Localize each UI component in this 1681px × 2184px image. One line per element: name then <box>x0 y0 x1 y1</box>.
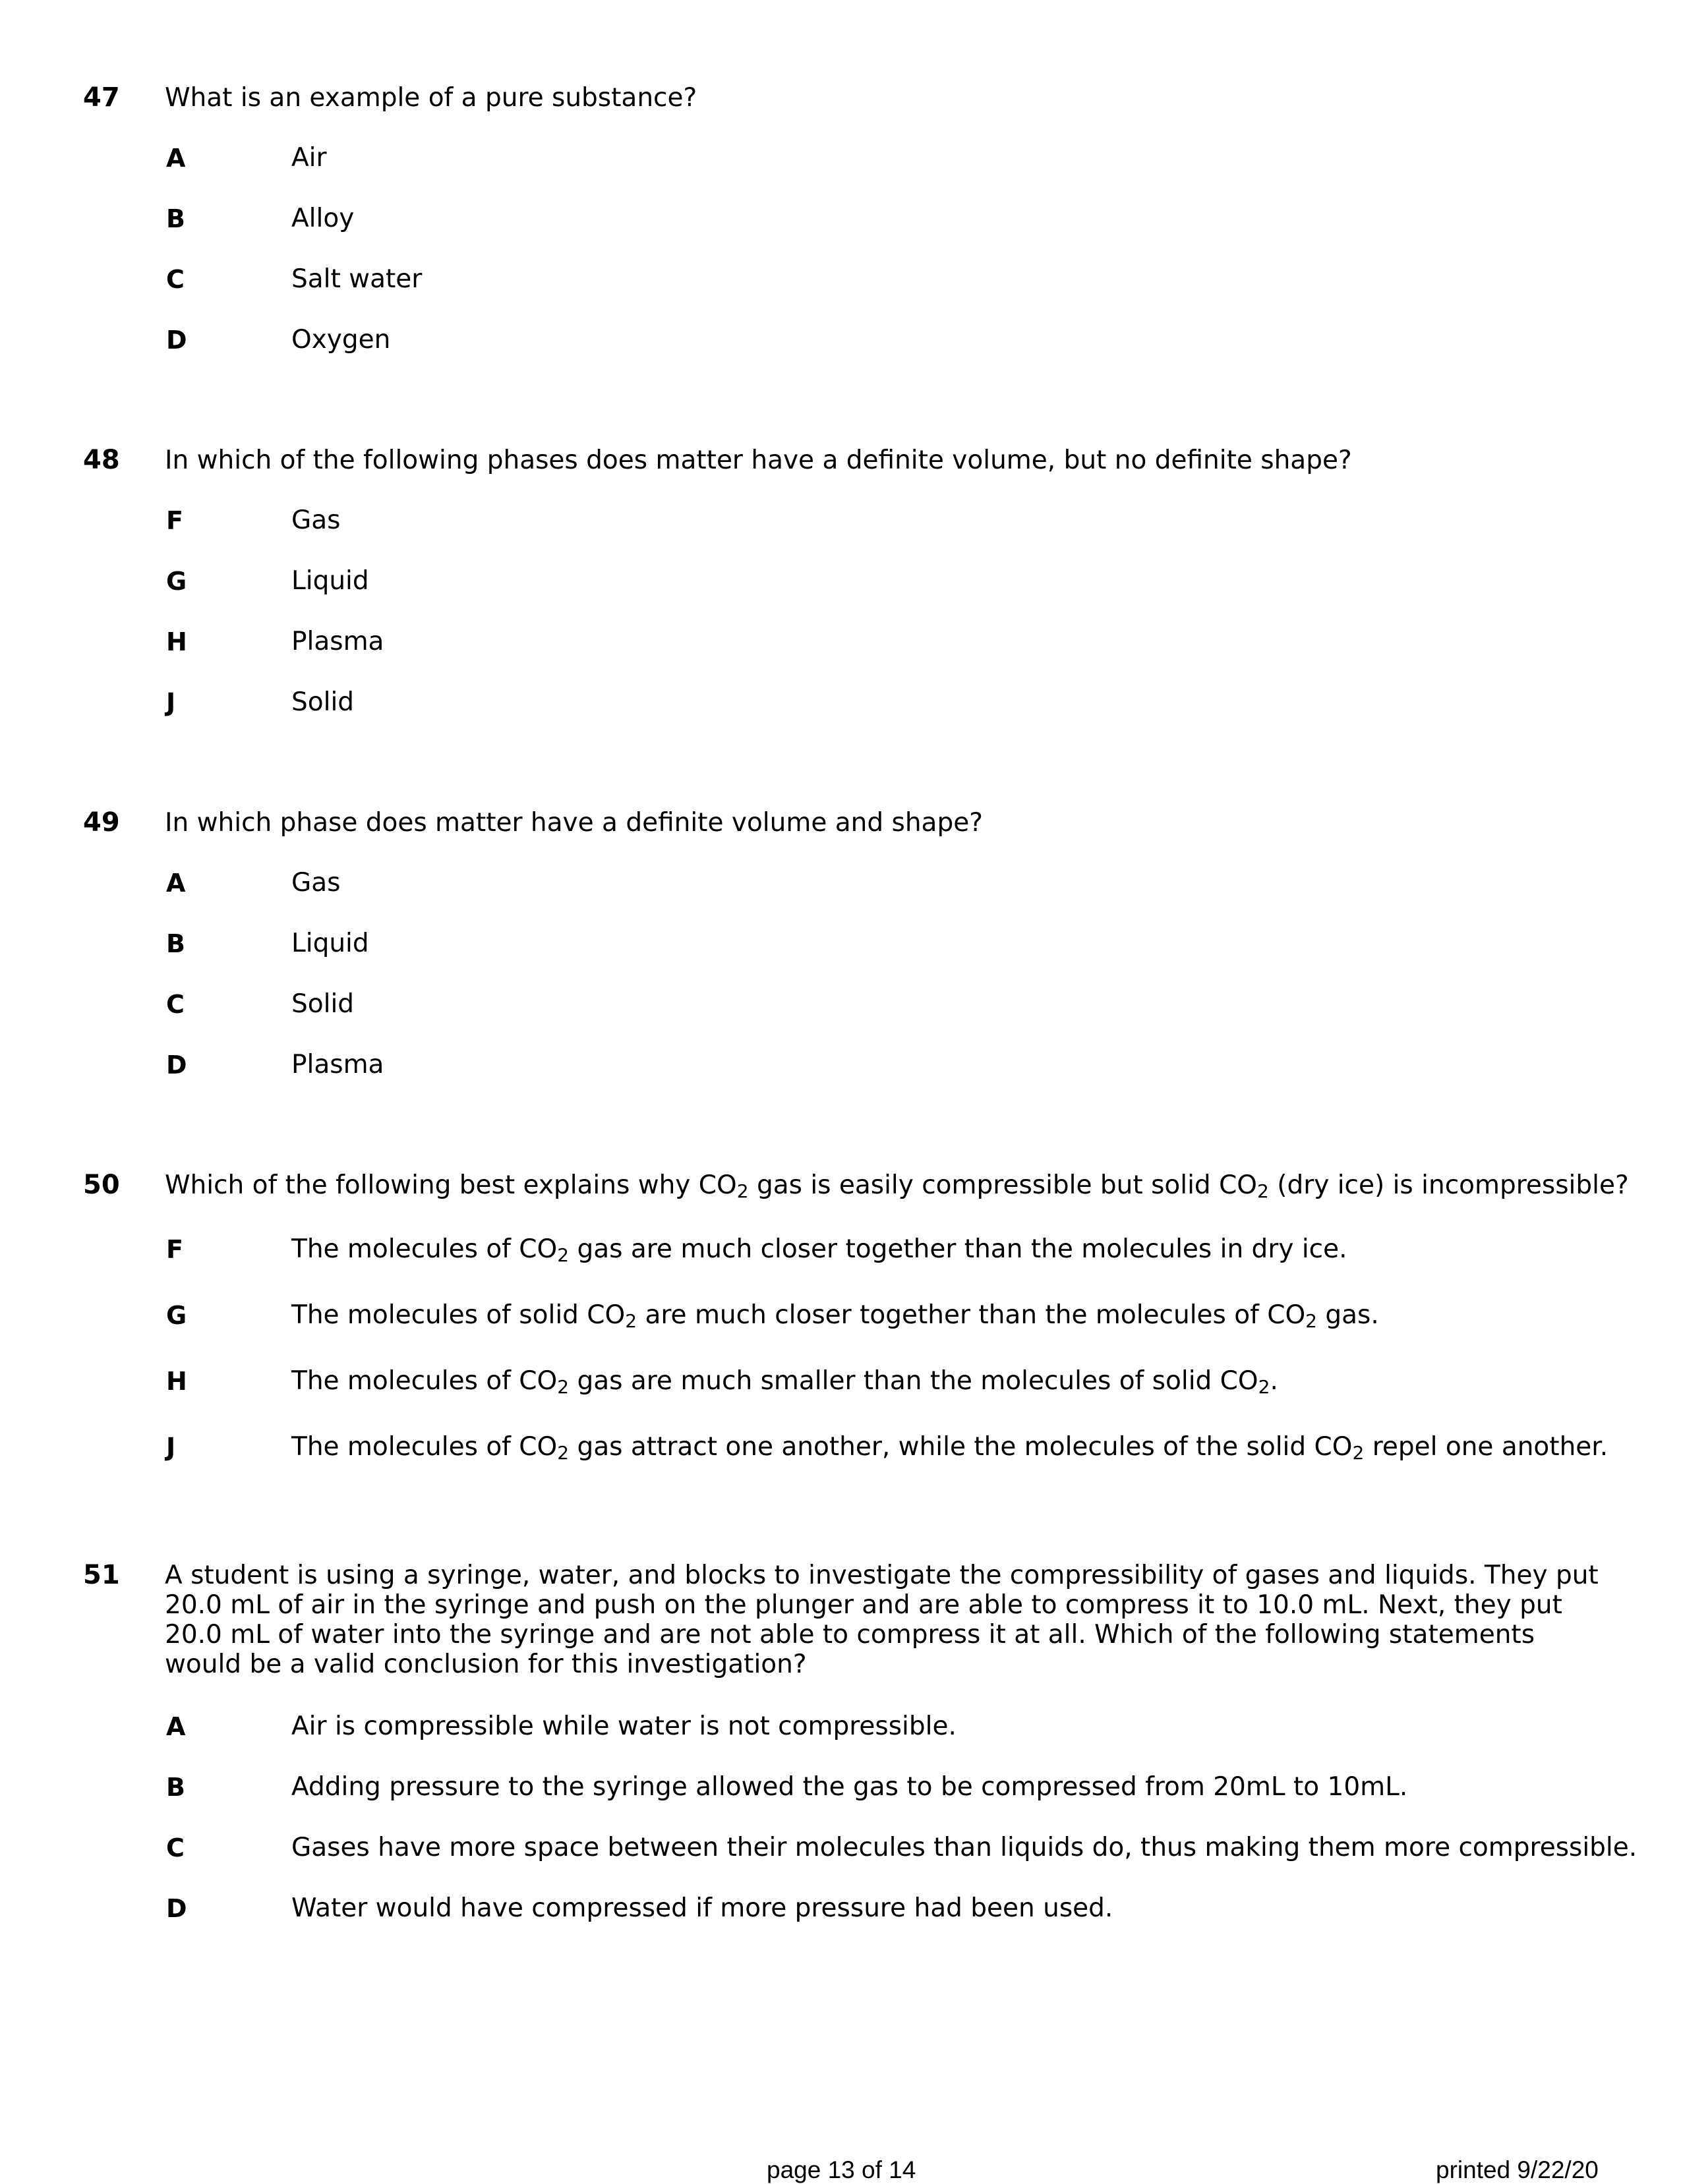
choice-text: Liquid <box>291 566 369 596</box>
choice-text: Air is compressible while water is not compressible. <box>291 1711 957 1741</box>
choice-51-c[interactable] <box>0 1833 1681 1866</box>
choice-text: Plasma <box>291 627 384 656</box>
choice-49-b[interactable] <box>0 929 1681 962</box>
page-number: page 13 of 14 <box>767 2156 916 2183</box>
choice-text: The molecules of $CO_2$ gas attract one another, while the molecules of the solid $CO_2$ repel one another. <box>291 1432 1608 1464</box>
choice-text: The molecules of solid $CO_2$ are much closer together than the molecules of $CO_2$ gas. <box>291 1300 1379 1332</box>
choice-text: Adding pressure to the syringe allowed the gas to be compressed from 20mL to 10mL. <box>291 1772 1408 1802</box>
choice-letter: D <box>166 1894 187 1923</box>
choice-51-a[interactable] <box>0 1712 1681 1745</box>
question-number: 51 <box>83 1560 120 1590</box>
choice-text: Liquid <box>291 929 369 958</box>
choice-letter: D <box>166 326 187 355</box>
choice-49-a[interactable] <box>0 869 1681 902</box>
choice-text: Oxygen <box>291 325 391 355</box>
choice-letter: D <box>166 1050 187 1079</box>
choice-letter: C <box>166 265 185 294</box>
question-text: A student is using a syringe, water, and blocks to investigate the compressibility of gases and liquids. They put 20.0 mL of air in the syringe and push on the plunger and are able to compress it to 10.0 mL. Next, they put 20.0 mL of water into the syringe and are not able to compress it at all. Which of the following statements would be a valid conclusion for this investigation? <box>165 1561 1599 1679</box>
choice-47-b[interactable] <box>0 204 1681 237</box>
choice-letter: G <box>166 1301 187 1330</box>
choice-text: Salt water <box>291 264 423 294</box>
choice-letter: B <box>166 929 185 958</box>
choice-text: Solid <box>291 989 355 1019</box>
choice-50-h[interactable] <box>0 1367 1681 1400</box>
choice-49-d[interactable] <box>0 1050 1681 1083</box>
choice-letter: C <box>166 1833 185 1862</box>
choice-47-c[interactable] <box>0 265 1681 298</box>
choice-letter: B <box>166 204 185 233</box>
choice-48-j[interactable] <box>0 688 1681 721</box>
choice-letter: A <box>166 1712 186 1741</box>
question-text: In which phase does matter have a definite volume and shape? <box>165 808 983 838</box>
choice-letter: B <box>166 1773 185 1802</box>
choice-47-d[interactable] <box>0 326 1681 359</box>
choice-letter: J <box>166 1433 176 1462</box>
choice-text: Alloy <box>291 204 355 233</box>
question-text: In which of the following phases does matter have a definite volume, but no definite shape? <box>165 445 1352 475</box>
choice-51-d[interactable] <box>0 1894 1681 1927</box>
choice-letter: F <box>166 1235 183 1264</box>
question-text: What is an example of a pure substance? <box>165 83 697 113</box>
choice-text: Air <box>291 143 327 173</box>
choice-50-g[interactable] <box>0 1301 1681 1334</box>
choice-text: Gas <box>291 868 341 898</box>
choice-letter: G <box>166 567 187 596</box>
question-number: 48 <box>83 445 120 475</box>
choice-text: Solid <box>291 687 355 717</box>
choice-letter: J <box>166 688 176 717</box>
choice-48-f[interactable] <box>0 506 1681 539</box>
question-number: 47 <box>83 82 120 113</box>
choice-text: Gases have more space between their molecules than liquids do, thus making them more compressible. <box>291 1833 1637 1862</box>
choice-text: Gas <box>291 505 341 535</box>
choice-50-f[interactable] <box>0 1235 1681 1268</box>
choice-letter: A <box>166 869 186 898</box>
choice-51-b[interactable] <box>0 1773 1681 1806</box>
question-number: 49 <box>83 807 120 838</box>
choice-49-c[interactable] <box>0 990 1681 1023</box>
choice-text: Plasma <box>291 1050 384 1079</box>
choice-text: Water would have compressed if more pressure had been used. <box>291 1893 1113 1923</box>
choice-50-j[interactable] <box>0 1433 1681 1466</box>
choice-letter: F <box>166 506 183 535</box>
choice-text: The molecules of $CO_2$ gas are much closer together than the molecules in dry ice. <box>291 1234 1347 1266</box>
question-number: 50 <box>83 1170 120 1200</box>
choice-letter: A <box>166 144 186 173</box>
choice-text: The molecules of $CO_2$ gas are much smaller than the molecules of solid $CO_2$. <box>291 1366 1278 1398</box>
question-text: Which of the following best explains why $CO_2$ gas is easily compressible but solid $CO_2$ (dry ice) is incompressible? <box>165 1170 1629 1202</box>
printed-date: printed 9/22/20 <box>1436 2156 1599 2183</box>
choice-47-a[interactable] <box>0 144 1681 177</box>
choice-48-g[interactable] <box>0 567 1681 600</box>
choice-48-h[interactable] <box>0 627 1681 660</box>
choice-letter: C <box>166 990 185 1019</box>
choice-letter: H <box>166 627 187 656</box>
choice-letter: H <box>166 1367 187 1396</box>
